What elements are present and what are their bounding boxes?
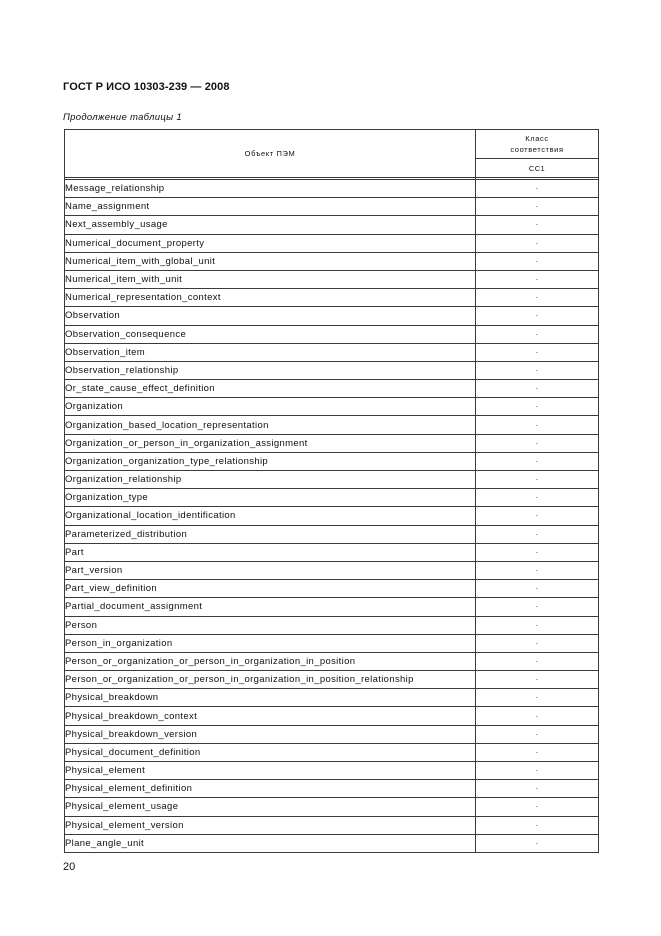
entity-name-cell: Organization_relationship [65,471,476,489]
entity-name-cell: Organization_organization_type_relationship [65,452,476,470]
entity-name-cell: Organization [65,398,476,416]
entity-name-cell: Observation_relationship [65,361,476,379]
cc1-mark-cell: · [476,834,599,852]
cc1-mark-cell: · [476,707,599,725]
entity-name-cell: Physical_breakdown_context [65,707,476,725]
table-row [65,707,599,725]
cc1-mark-cell: · [476,816,599,834]
cc1-mark-cell: · [476,289,599,307]
table-row [65,780,599,798]
cc1-mark-cell: · [476,543,599,561]
table-row [65,489,599,507]
entity-name-cell: Part [65,543,476,561]
table-row [65,343,599,361]
header-conformance-class [476,130,599,159]
entity-name-cell: Observation_item [65,343,476,361]
header-entity-column: Объект ПЭМ [65,130,476,178]
table-body [65,178,599,853]
cc1-mark-cell: · [476,725,599,743]
table-row [65,234,599,252]
entity-name-cell: Plane_angle_unit [65,834,476,852]
cc1-mark-cell: · [476,252,599,270]
table-row [65,270,599,288]
entity-name-cell: Numerical_document_property [65,234,476,252]
cc1-mark-cell: · [476,234,599,252]
table-row [65,616,599,634]
table-row [65,725,599,743]
entity-name-cell: Physical_document_definition [65,743,476,761]
table-caption: Продолжение таблицы 1 [63,112,182,123]
table-row [65,561,599,579]
cc1-mark-cell: · [476,270,599,288]
table-row [65,471,599,489]
table-row [65,434,599,452]
cc1-mark-cell: · [476,561,599,579]
cc1-mark-cell: · [476,471,599,489]
table-row [65,416,599,434]
table-row [65,180,599,198]
table-row [65,671,599,689]
entity-name-cell: Numerical_item_with_global_unit [65,252,476,270]
cc1-mark-cell: · [476,671,599,689]
entity-name-cell: Partial_document_assignment [65,598,476,616]
table-row [65,743,599,761]
cc1-mark-cell: · [476,361,599,379]
entity-name-cell: Observation_consequence [65,325,476,343]
cc1-mark-cell: · [476,343,599,361]
table-row [65,798,599,816]
entity-name-cell: Organization_type [65,489,476,507]
table-row [65,543,599,561]
cc1-mark-cell: · [476,743,599,761]
cc1-mark-cell: · [476,507,599,525]
entity-name-cell: Observation [65,307,476,325]
table-row [65,398,599,416]
cc1-mark-cell: · [476,180,599,198]
entity-name-cell: Physical_element_usage [65,798,476,816]
table-row [65,507,599,525]
table-row [65,325,599,343]
table-row [65,580,599,598]
entity-name-cell: Person [65,616,476,634]
entity-name-cell: Part_view_definition [65,580,476,598]
cc1-mark-cell: · [476,598,599,616]
header-class-line2: соответствия [510,145,564,154]
cc1-mark-cell: · [476,416,599,434]
table-row [65,216,599,234]
cc1-mark-cell: · [476,307,599,325]
cc1-mark-cell: · [476,216,599,234]
entity-name-cell: Physical_element_definition [65,780,476,798]
cc1-mark-cell: · [476,762,599,780]
cc1-mark-cell: · [476,434,599,452]
entity-name-cell: Physical_breakdown_version [65,725,476,743]
entity-name-cell: Name_assignment [65,198,476,216]
cc1-mark-cell: · [476,652,599,670]
table-row [65,380,599,398]
entity-conformance-table [64,129,599,853]
cc1-mark-cell: · [476,798,599,816]
entity-name-cell: Organization_or_person_in_organization_assignment [65,434,476,452]
cc1-mark-cell: · [476,325,599,343]
table-header [65,130,599,178]
table-row [65,525,599,543]
cc1-mark-cell: · [476,489,599,507]
cc1-mark-cell: · [476,634,599,652]
table-row [65,252,599,270]
table-row [65,307,599,325]
cc1-mark-cell: · [476,780,599,798]
entity-name-cell: Or_state_cause_effect_definition [65,380,476,398]
header-cc1-column: CC1 [476,159,599,178]
entity-name-cell: Part_version [65,561,476,579]
table-row [65,652,599,670]
entity-name-cell: Person_or_organization_or_person_in_organization_in_position_relationship [65,671,476,689]
entity-name-cell: Parameterized_distribution [65,525,476,543]
entity-name-cell: Organization_based_location_representation [65,416,476,434]
table-row [65,689,599,707]
entity-name-cell: Physical_element [65,762,476,780]
entity-name-cell: Physical_element_version [65,816,476,834]
entity-name-cell: Physical_breakdown [65,689,476,707]
entity-name-cell: Organizational_location_identification [65,507,476,525]
table-row [65,452,599,470]
cc1-mark-cell: · [476,689,599,707]
cc1-mark-cell: · [476,616,599,634]
cc1-mark-cell: · [476,452,599,470]
cc1-mark-cell: · [476,198,599,216]
entity-name-cell: Message_relationship [65,180,476,198]
table-row [65,361,599,379]
entity-name-cell: Numerical_representation_context [65,289,476,307]
document-standard-title: ГОСТ Р ИСО 10303-239 — 2008 [63,81,230,93]
cc1-mark-cell: · [476,580,599,598]
table-row [65,634,599,652]
entity-name-cell: Next_assembly_usage [65,216,476,234]
table-row [65,834,599,852]
table-row [65,598,599,616]
table-row [65,762,599,780]
entity-name-cell: Person_or_organization_or_person_in_organization_in_position [65,652,476,670]
entity-name-cell: Numerical_item_with_unit [65,270,476,288]
page-number: 20 [63,861,76,873]
table-row [65,289,599,307]
table-row [65,816,599,834]
cc1-mark-cell: · [476,380,599,398]
entity-name-cell: Person_in_organization [65,634,476,652]
header-class-line1: Класс [525,134,549,143]
cc1-mark-cell: · [476,398,599,416]
cc1-mark-cell: · [476,525,599,543]
table-row [65,198,599,216]
